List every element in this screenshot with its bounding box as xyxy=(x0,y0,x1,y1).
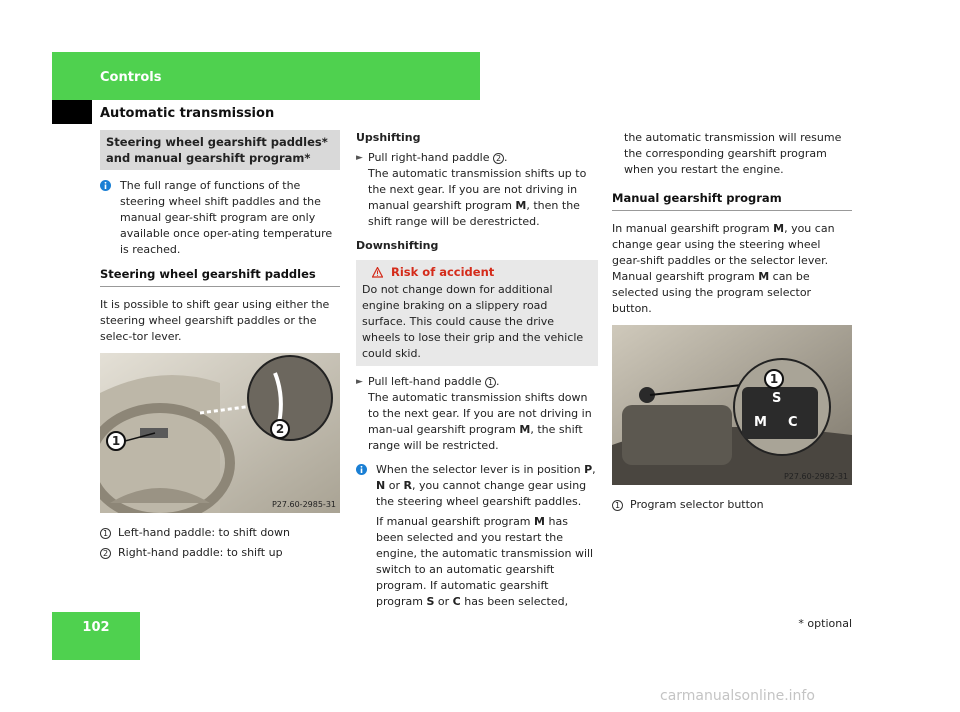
continuation-text: the automatic transmission will resume the corresponding gearshift program when you restart the engine. xyxy=(624,131,842,176)
step-downshift xyxy=(356,374,598,390)
info-line-2 xyxy=(376,514,598,610)
subsection-title: Automatic transmission xyxy=(100,106,275,121)
callout-1: 1 xyxy=(106,431,126,451)
info-line-1 xyxy=(376,462,598,510)
downshifting-heading: Downshifting xyxy=(356,239,439,252)
column-2 xyxy=(356,130,598,610)
column-3 xyxy=(612,130,852,513)
watermark: carmanualsonline.info xyxy=(660,688,815,704)
info-bold: S xyxy=(426,595,435,608)
info-text: has been selected and you restart the engine, the automatic transmission will switch to an automatic gearshift program. If automatic gearshift program xyxy=(376,515,594,608)
info-text: , you cannot change gear using the steering wheel gearshift paddles. xyxy=(376,479,587,508)
downshift-description xyxy=(356,390,598,454)
legend-item xyxy=(612,497,852,513)
step-text: Pull right-hand paddle xyxy=(368,151,490,164)
subheading-manual: Manual gearshift program xyxy=(612,190,852,211)
para-bold: M xyxy=(773,222,785,235)
step-text: Pull left-hand paddle xyxy=(368,375,482,388)
info-bold: R xyxy=(403,479,412,492)
info-icon xyxy=(100,180,114,191)
info-text: or xyxy=(437,595,450,608)
desc-bold: M xyxy=(519,423,531,436)
legend-number: 1 xyxy=(100,528,111,539)
upshift-description xyxy=(356,166,598,230)
info-text: When the selector lever is in position xyxy=(376,463,581,476)
button-label-c: C xyxy=(788,415,798,430)
button-label-s: S xyxy=(772,391,782,406)
para-text: can be selected using the program selector button. xyxy=(612,270,812,315)
legend-text: Right-hand paddle: to shift up xyxy=(118,546,283,559)
legend-number: 2 xyxy=(100,548,111,559)
para-bold: M xyxy=(758,270,770,283)
info-bold: M xyxy=(534,515,545,528)
info-text: or xyxy=(388,479,400,492)
arrow-icon: ► xyxy=(356,153,363,163)
section-title: Controls xyxy=(100,70,162,85)
step-punct: . xyxy=(504,151,508,164)
manual-paragraph xyxy=(612,221,852,317)
button-label-m: M xyxy=(754,415,767,430)
footnote: * optional xyxy=(798,617,852,630)
para-text: , you can change gear using the steering wheel gear-shift paddles or the selector lever. Manual gearshift program xyxy=(612,222,835,283)
column-1 xyxy=(100,130,340,561)
risk-text: Do not change down for additional engine braking on a slippery road surface. This could cause the drive wheels to lose their grip and the vehicle could skid. xyxy=(362,283,584,360)
selector-button-photo xyxy=(612,325,852,485)
figure-code: P27.60-2985-31 xyxy=(271,500,336,509)
page-number: 102 xyxy=(82,620,110,635)
callout-1: 1 xyxy=(764,369,784,389)
step-number: 1 xyxy=(485,377,496,388)
risk-box xyxy=(356,260,598,366)
callout-2: 2 xyxy=(270,419,290,439)
steering-wheel-photo xyxy=(100,353,340,513)
legend-item xyxy=(100,525,340,541)
desc-text: , the shift range will be restricted. xyxy=(368,423,583,452)
legend-number: 1 xyxy=(612,500,623,511)
legend-text: Left-hand paddle: to shift down xyxy=(118,526,291,539)
arrow-icon: ► xyxy=(356,377,363,387)
warning-icon xyxy=(372,267,383,278)
info-text: If manual gearshift program xyxy=(376,515,531,528)
section-heading: Steering wheel gearshift paddles* and manual gearshift program* xyxy=(100,130,340,170)
legend-text: Program selector button xyxy=(630,498,764,511)
info-bold: C xyxy=(452,595,461,608)
risk-title xyxy=(362,264,592,280)
info-note-selector xyxy=(356,462,598,610)
info-text: has been selected, xyxy=(464,595,569,608)
risk-title-text: Risk of accident xyxy=(391,265,495,279)
legend-item xyxy=(100,545,340,561)
desc-text: The automatic transmission shifts down to the next gear. If you are not driving in man-ual gearshift program xyxy=(368,391,592,436)
info-bold: P xyxy=(584,463,593,476)
step-number: 2 xyxy=(493,153,504,164)
figure-code: P27.60-2982-31 xyxy=(783,472,848,481)
subheading-paddles: Steering wheel gearshift paddles xyxy=(100,266,340,287)
info-text: The full range of functions of the steering wheel shift paddles and the manual gear-shift program are only available once oper-ating temperature is reached. xyxy=(120,179,333,256)
para-text: In manual gearshift program xyxy=(612,222,770,235)
step-upshift xyxy=(356,150,598,166)
desc-text: , then the shift range will be derestricted. xyxy=(368,199,580,228)
desc-bold: M xyxy=(515,199,527,212)
upshifting-heading: Upshifting xyxy=(356,131,421,144)
header-marker xyxy=(52,100,92,124)
info-note xyxy=(100,178,340,258)
info-icon xyxy=(356,464,370,475)
info-text: , xyxy=(592,463,596,476)
info-bold: N xyxy=(376,479,386,492)
step-punct: . xyxy=(495,375,500,388)
paragraph: It is possible to shift gear using either the steering wheel gearshift paddles or the selec-tor lever. xyxy=(100,298,330,343)
desc-text: The automatic transmission shifts up to the next gear. If you are not driving in manual gearshift program xyxy=(368,167,587,212)
